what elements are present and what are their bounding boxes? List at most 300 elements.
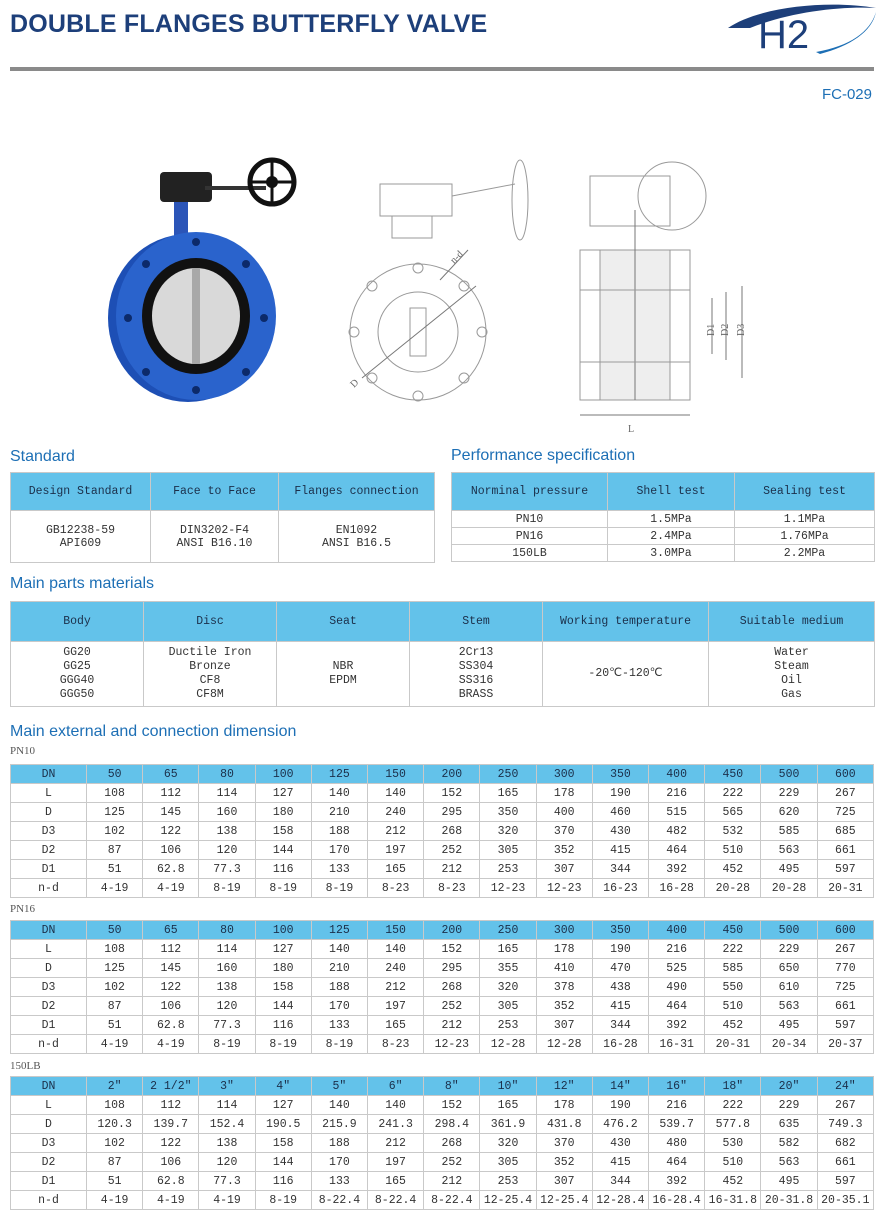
- table-cell: 212: [424, 1016, 480, 1035]
- table-cell: 114: [199, 1096, 255, 1115]
- table-cell: 370: [536, 822, 592, 841]
- table-cell: 140: [311, 784, 367, 803]
- table-cell: 392: [649, 1172, 705, 1191]
- table-cell: 295: [424, 959, 480, 978]
- table-cell: 252: [424, 997, 480, 1016]
- table-cell: 140: [311, 1096, 367, 1115]
- table-cell: 133: [311, 860, 367, 879]
- table-cell: 178: [536, 1096, 592, 1115]
- table-row: [11, 940, 874, 959]
- row-label: L: [11, 1096, 87, 1115]
- table-cell: 352: [536, 841, 592, 860]
- table-cell: 108: [87, 940, 143, 959]
- table-row: [11, 1191, 874, 1210]
- table-cell: 8-19: [311, 1035, 367, 1054]
- table-cell: 165: [480, 940, 536, 959]
- materials-cell: Ductile Iron Bronze CF8 CF8M: [144, 642, 277, 707]
- table-cell: 120.3: [87, 1115, 143, 1134]
- table-cell: 190.5: [255, 1115, 311, 1134]
- table-cell: 582: [761, 1134, 817, 1153]
- table-cell: 415: [592, 841, 648, 860]
- table-cell: 8-22.4: [368, 1191, 424, 1210]
- table-cell: 16-28.4: [649, 1191, 705, 1210]
- performance-cell: 2.2MPa: [735, 545, 875, 562]
- table-cell: 563: [761, 841, 817, 860]
- table-cell: 4-19: [143, 1035, 199, 1054]
- table-cell: 8-19: [199, 1035, 255, 1054]
- table-cell: 116: [255, 860, 311, 879]
- table-cell: 62.8: [143, 860, 199, 879]
- table-cell: 515: [649, 803, 705, 822]
- table-cell: 620: [761, 803, 817, 822]
- table-cell: 597: [817, 1172, 873, 1191]
- table-cell: 102: [87, 822, 143, 841]
- materials-cell: 2Cr13 SS304 SS316 BRASS: [410, 642, 543, 707]
- table-cell: 20-31: [817, 879, 873, 898]
- table-cell: 685: [817, 822, 873, 841]
- table-cell: 16-31.8: [705, 1191, 761, 1210]
- table-cell: 122: [143, 1134, 199, 1153]
- table-cell: 190: [592, 784, 648, 803]
- table-cell: 470: [592, 959, 648, 978]
- table-cell: 12-23: [424, 1035, 480, 1054]
- table-cell: 120: [199, 841, 255, 860]
- table-cell: 127: [255, 784, 311, 803]
- table-cell: 144: [255, 997, 311, 1016]
- table-cell: 563: [761, 997, 817, 1016]
- table-cell: 267: [817, 940, 873, 959]
- table-cell: 16-31: [649, 1035, 705, 1054]
- standard-section-title: Standard: [10, 448, 75, 465]
- dn-value: 3″: [199, 1077, 255, 1096]
- performance-cell: 3.0MPa: [608, 545, 735, 562]
- table-cell: 51: [87, 860, 143, 879]
- row-label: L: [11, 940, 87, 959]
- 150lb-label: 150LB: [10, 1060, 41, 1072]
- table-cell: 597: [817, 1016, 873, 1035]
- table-cell: 87: [87, 997, 143, 1016]
- table-cell: 212: [424, 860, 480, 879]
- table-cell: 585: [761, 822, 817, 841]
- table-row: [11, 784, 874, 803]
- table-cell: 252: [424, 841, 480, 860]
- table-cell: 20-34: [761, 1035, 817, 1054]
- row-label: D2: [11, 841, 87, 860]
- materials-header: Stem: [410, 602, 543, 642]
- table-row: [11, 1096, 874, 1115]
- row-label: D2: [11, 1153, 87, 1172]
- brand-logo: [720, 2, 880, 58]
- dn-value: 500: [761, 765, 817, 784]
- table-cell: 145: [143, 803, 199, 822]
- product-figures: [0, 140, 880, 440]
- table-cell: 661: [817, 997, 873, 1016]
- table-cell: 152: [424, 1096, 480, 1115]
- logo-text: H2: [758, 13, 810, 57]
- dn-value: 2″: [87, 1077, 143, 1096]
- table-cell: 122: [143, 822, 199, 841]
- table-cell: 400: [536, 803, 592, 822]
- section-view-drawing: [580, 162, 742, 415]
- table-cell: 229: [761, 1096, 817, 1115]
- table-cell: 268: [424, 978, 480, 997]
- table-cell: 495: [761, 860, 817, 879]
- table-cell: 106: [143, 841, 199, 860]
- dn-value: 12″: [536, 1077, 592, 1096]
- materials-header: Seat: [277, 602, 410, 642]
- table-cell: 20-28: [705, 879, 761, 898]
- table-cell: 170: [311, 841, 367, 860]
- table-cell: 464: [649, 841, 705, 860]
- table-cell: 120: [199, 1153, 255, 1172]
- table-cell: 178: [536, 784, 592, 803]
- dn-value: 350: [592, 921, 648, 940]
- table-cell: 495: [761, 1016, 817, 1035]
- performance-section-title: Performance specification: [451, 447, 636, 464]
- table-row: [11, 803, 874, 822]
- table-cell: 344: [592, 1016, 648, 1035]
- table-row: [452, 528, 875, 545]
- table-cell: 452: [705, 1016, 761, 1035]
- table-cell: 307: [536, 860, 592, 879]
- table-cell: 114: [199, 784, 255, 803]
- table-cell: 127: [255, 940, 311, 959]
- row-label: D2: [11, 997, 87, 1016]
- table-cell: 62.8: [143, 1172, 199, 1191]
- table-cell: 305: [480, 1153, 536, 1172]
- table-cell: 216: [649, 1096, 705, 1115]
- table-cell: 158: [255, 978, 311, 997]
- table-cell: 210: [311, 803, 367, 822]
- dn-value: 400: [649, 921, 705, 940]
- table-cell: 530: [705, 1134, 761, 1153]
- table-header-row: [11, 765, 874, 784]
- dn-value: 24″: [817, 1077, 873, 1096]
- performance-header: Shell test: [608, 473, 735, 511]
- table-cell: 140: [368, 940, 424, 959]
- materials-cell: GG20 GG25 GGG40 GGG50: [11, 642, 144, 707]
- table-cell: 116: [255, 1016, 311, 1035]
- table-cell: 585: [705, 959, 761, 978]
- table-cell: 16-28: [649, 879, 705, 898]
- front-view-drawing: [349, 160, 528, 401]
- table-cell: 112: [143, 784, 199, 803]
- table-cell: 510: [705, 1153, 761, 1172]
- table-cell: 268: [424, 822, 480, 841]
- table-cell: 770: [817, 959, 873, 978]
- 150lb-dimension-table: [10, 1076, 874, 1210]
- table-cell: 197: [368, 1153, 424, 1172]
- dn-value: 300: [536, 765, 592, 784]
- table-cell: 12-23: [480, 879, 536, 898]
- table-cell: 565: [705, 803, 761, 822]
- table-cell: 106: [143, 1153, 199, 1172]
- table-cell: 8-19: [199, 879, 255, 898]
- table-cell: 8-22.4: [311, 1191, 367, 1210]
- materials-header: Working temperature: [543, 602, 709, 642]
- table-cell: 352: [536, 997, 592, 1016]
- table-cell: 77.3: [199, 860, 255, 879]
- table-cell: 140: [368, 784, 424, 803]
- valve-photo: [108, 160, 294, 402]
- table-cell: 180: [255, 959, 311, 978]
- dn-value: 400: [649, 765, 705, 784]
- table-row: [11, 997, 874, 1016]
- pn10-dimension-table: [10, 764, 874, 898]
- pn16-dimension-table: [10, 920, 874, 1054]
- table-cell: 102: [87, 978, 143, 997]
- table-row: [11, 1016, 874, 1035]
- table-cell: 20-35.1: [817, 1191, 873, 1210]
- table-cell: 180: [255, 803, 311, 822]
- table-cell: 460: [592, 803, 648, 822]
- standard-header: Face to Face: [151, 473, 279, 511]
- table-cell: 165: [368, 860, 424, 879]
- table-cell: 222: [705, 940, 761, 959]
- table-cell: 8-19: [255, 1035, 311, 1054]
- dn-value: 50: [87, 921, 143, 940]
- performance-cell: 1.1MPa: [735, 511, 875, 528]
- table-cell: 344: [592, 1172, 648, 1191]
- header-divider: [10, 67, 874, 71]
- dn-value: 250: [480, 765, 536, 784]
- table-cell: 87: [87, 1153, 143, 1172]
- performance-header: Sealing test: [735, 473, 875, 511]
- table-cell: 8-19: [255, 1191, 311, 1210]
- table-cell: 144: [255, 841, 311, 860]
- table-cell: 495: [761, 1172, 817, 1191]
- table-cell: 188: [311, 1134, 367, 1153]
- table-cell: 12-25.4: [480, 1191, 536, 1210]
- table-header-row: [11, 1077, 874, 1096]
- table-cell: 430: [592, 1134, 648, 1153]
- performance-cell: 1.5MPa: [608, 511, 735, 528]
- table-cell: 490: [649, 978, 705, 997]
- dn-value: 600: [817, 921, 873, 940]
- table-cell: 749.3: [817, 1115, 873, 1134]
- performance-cell: 1.76MPa: [735, 528, 875, 545]
- table-cell: 8-23: [424, 879, 480, 898]
- table-cell: 16-28: [592, 1035, 648, 1054]
- table-cell: 138: [199, 978, 255, 997]
- table-cell: 476.2: [592, 1115, 648, 1134]
- table-row: [452, 511, 875, 528]
- table-cell: 190: [592, 1096, 648, 1115]
- table-cell: 8-23: [368, 879, 424, 898]
- label-d: D: [348, 377, 362, 391]
- table-cell: 20-28: [761, 879, 817, 898]
- table-row: [11, 1153, 874, 1172]
- table-cell: 8-19: [311, 879, 367, 898]
- dn-value: 450: [705, 921, 761, 940]
- table-cell: 158: [255, 1134, 311, 1153]
- dn-label: DN: [11, 921, 87, 940]
- table-cell: 464: [649, 997, 705, 1016]
- materials-header: Disc: [144, 602, 277, 642]
- dn-value: 65: [143, 921, 199, 940]
- table-cell: 122: [143, 978, 199, 997]
- performance-cell: PN10: [452, 511, 608, 528]
- row-label: D1: [11, 1016, 87, 1035]
- row-label: n-d: [11, 1035, 87, 1054]
- standard-cell: EN1092 ANSI B16.5: [279, 511, 435, 563]
- dn-value: 300: [536, 921, 592, 940]
- table-cell: 510: [705, 841, 761, 860]
- table-cell: 240: [368, 959, 424, 978]
- table-cell: 352: [536, 1153, 592, 1172]
- table-cell: 253: [480, 1016, 536, 1035]
- dn-value: 500: [761, 921, 817, 940]
- table-cell: 361.9: [480, 1115, 536, 1134]
- table-row: [11, 822, 874, 841]
- label-l: L: [628, 424, 635, 435]
- dn-value: 125: [311, 765, 367, 784]
- table-cell: 635: [761, 1115, 817, 1134]
- dn-value: 600: [817, 765, 873, 784]
- table-cell: 452: [705, 860, 761, 879]
- table-row: [11, 1134, 874, 1153]
- table-cell: 20-31.8: [761, 1191, 817, 1210]
- table-cell: 229: [761, 784, 817, 803]
- materials-header: Body: [11, 602, 144, 642]
- table-row: [11, 879, 874, 898]
- table-cell: 539.7: [649, 1115, 705, 1134]
- table-cell: 125: [87, 959, 143, 978]
- standard-header: Flanges connection: [279, 473, 435, 511]
- dn-value: 18″: [705, 1077, 761, 1096]
- label-d3: D3: [736, 323, 747, 336]
- dn-value: 6″: [368, 1077, 424, 1096]
- table-cell: 20-31: [705, 1035, 761, 1054]
- table-cell: 138: [199, 822, 255, 841]
- dn-value: 200: [424, 921, 480, 940]
- performance-table: [451, 472, 875, 562]
- dn-value: 80: [199, 921, 255, 940]
- table-cell: 125: [87, 803, 143, 822]
- table-cell: 532: [705, 822, 761, 841]
- table-cell: 378: [536, 978, 592, 997]
- table-cell: 430: [592, 822, 648, 841]
- table-cell: 102: [87, 1134, 143, 1153]
- table-cell: 252: [424, 1153, 480, 1172]
- table-cell: 12-23: [536, 879, 592, 898]
- dn-label: DN: [11, 1077, 87, 1096]
- table-cell: 160: [199, 959, 255, 978]
- table-cell: 170: [311, 1153, 367, 1172]
- table-row: [11, 841, 874, 860]
- table-cell: 165: [368, 1016, 424, 1035]
- table-cell: 725: [817, 978, 873, 997]
- standard-header: Design Standard: [11, 473, 151, 511]
- table-cell: 16-23: [592, 879, 648, 898]
- table-row: [452, 545, 875, 562]
- table-row: [11, 1172, 874, 1191]
- table-cell: 197: [368, 997, 424, 1016]
- performance-header: Norminal pressure: [452, 473, 608, 511]
- table-cell: 87: [87, 841, 143, 860]
- table-cell: 152: [424, 784, 480, 803]
- table-cell: 355: [480, 959, 536, 978]
- dn-value: 4″: [255, 1077, 311, 1096]
- table-cell: 320: [480, 822, 536, 841]
- table-cell: 12-28.4: [592, 1191, 648, 1210]
- dn-value: 250: [480, 921, 536, 940]
- table-cell: 12-28: [480, 1035, 536, 1054]
- table-cell: 77.3: [199, 1172, 255, 1191]
- dn-value: 100: [255, 921, 311, 940]
- table-header-row: [11, 921, 874, 940]
- table-cell: 140: [311, 940, 367, 959]
- table-cell: 350: [480, 803, 536, 822]
- materials-cell: -20℃-120℃: [543, 642, 709, 707]
- table-cell: 577.8: [705, 1115, 761, 1134]
- dn-value: 350: [592, 765, 648, 784]
- table-cell: 4-19: [143, 1191, 199, 1210]
- materials-header: Suitable medium: [709, 602, 875, 642]
- table-cell: 267: [817, 784, 873, 803]
- table-cell: 212: [368, 822, 424, 841]
- table-cell: 510: [705, 997, 761, 1016]
- table-cell: 344: [592, 860, 648, 879]
- table-row: [11, 959, 874, 978]
- table-cell: 661: [817, 1153, 873, 1172]
- table-cell: 464: [649, 1153, 705, 1172]
- table-cell: 178: [536, 940, 592, 959]
- table-cell: 4-19: [87, 879, 143, 898]
- table-cell: 563: [761, 1153, 817, 1172]
- dn-value: 80: [199, 765, 255, 784]
- table-cell: 267: [817, 1096, 873, 1115]
- table-cell: 152: [424, 940, 480, 959]
- table-cell: 12-25.4: [536, 1191, 592, 1210]
- table-cell: 305: [480, 997, 536, 1016]
- table-cell: 222: [705, 784, 761, 803]
- table-cell: 77.3: [199, 1016, 255, 1035]
- table-cell: 550: [705, 978, 761, 997]
- row-label: D: [11, 803, 87, 822]
- table-cell: 114: [199, 940, 255, 959]
- dn-value: 125: [311, 921, 367, 940]
- table-cell: 392: [649, 860, 705, 879]
- table-cell: 241.3: [368, 1115, 424, 1134]
- dn-value: 8″: [424, 1077, 480, 1096]
- materials-section-title: Main parts materials: [10, 575, 155, 592]
- dn-value: 100: [255, 765, 311, 784]
- table-row: [11, 978, 874, 997]
- table-cell: 212: [368, 978, 424, 997]
- page-title: DOUBLE FLANGES BUTTERFLY VALVE: [10, 10, 488, 38]
- table-cell: 51: [87, 1016, 143, 1035]
- table-cell: 144: [255, 1153, 311, 1172]
- dn-value: 16″: [649, 1077, 705, 1096]
- table-cell: 158: [255, 822, 311, 841]
- table-cell: 307: [536, 1016, 592, 1035]
- dn-value: 5″: [311, 1077, 367, 1096]
- table-cell: 210: [311, 959, 367, 978]
- dn-value: 450: [705, 765, 761, 784]
- table-cell: 452: [705, 1172, 761, 1191]
- dn-label: DN: [11, 765, 87, 784]
- row-label: D3: [11, 1134, 87, 1153]
- table-cell: 597: [817, 860, 873, 879]
- table-cell: 480: [649, 1134, 705, 1153]
- table-cell: 133: [311, 1016, 367, 1035]
- label-d2: D2: [720, 323, 731, 336]
- standard-table: [10, 472, 435, 563]
- table-cell: 127: [255, 1096, 311, 1115]
- table-cell: 482: [649, 822, 705, 841]
- table-cell: 307: [536, 1172, 592, 1191]
